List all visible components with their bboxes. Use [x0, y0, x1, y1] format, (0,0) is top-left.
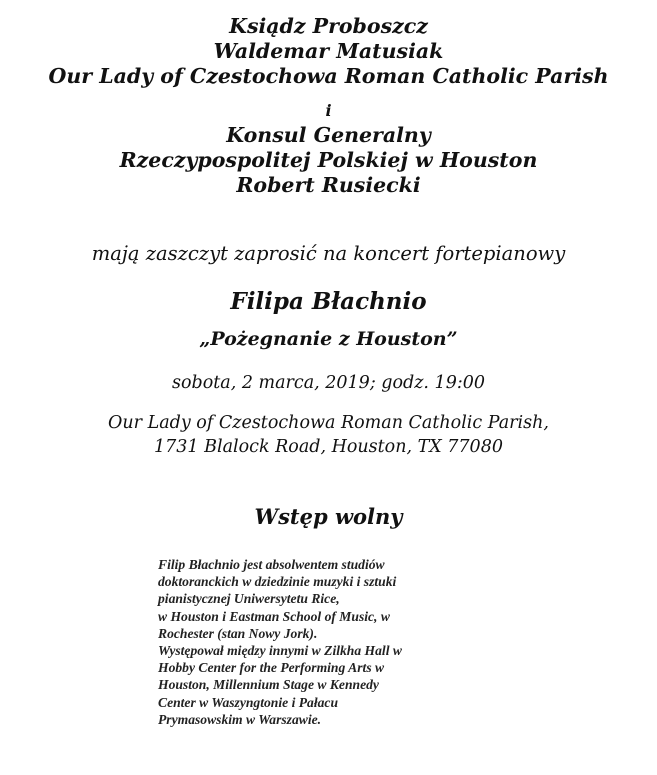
cohost-name: Robert Rusiecki [236, 173, 421, 197]
performer-bio [158, 556, 538, 728]
conjunction: i [325, 101, 332, 120]
bio-line: Houston, Millennium Stage w Kennedy [158, 677, 379, 693]
bio-line: Hobby Center for the Performing Arts w [158, 660, 385, 676]
cohost-country: Rzeczypospolitej Polskiej w Houston [119, 148, 538, 172]
bio-line: Prymasowskim w Warszawie. [158, 711, 322, 727]
admission-note: Wstęp wolny [254, 504, 403, 529]
venue-name: Our Lady of Czestochowa Roman Catholic Parish, [108, 413, 549, 433]
cohost-title: Konsul Generalny [226, 123, 431, 147]
bio-line: w Houston i Eastman School of Music, w [158, 608, 390, 624]
bio-line: Filip Błachnio jest absolwentem studiów [158, 557, 385, 572]
bio-line: Center w Waszyngtonie i Pałacu [158, 694, 339, 710]
performer-name: Filipa Błachnio [230, 288, 427, 315]
hosts-block [0, 14, 657, 198]
concert-title: „Pożegnanie z Houston” [199, 328, 458, 350]
event-datetime: sobota, 2 marca, 2019; godz. 19:00 [171, 373, 485, 393]
host-title: Ksiądz Proboszcz [229, 14, 428, 38]
bio-line: Występował między innymi w Zilkha Hall w [158, 643, 402, 659]
bio-line: pianistycznej Uniwersytetu Rice, [158, 591, 340, 607]
invitation-text: mają zaszczyt zaprosić na koncert fortepianowy [91, 242, 566, 265]
bio-line: Rochester (stan Nowy Jork). [158, 625, 318, 641]
venue-address: 1731 Blalock Road, Houston, TX 77080 [154, 437, 503, 457]
host-parish: Our Lady of Czestochowa Roman Catholic Parish [48, 64, 609, 88]
bio-line: doktoranckich w dziedzinie muzyki i sztuki [158, 574, 397, 590]
venue-block [0, 411, 657, 459]
host-name: Waldemar Matusiak [213, 39, 444, 63]
